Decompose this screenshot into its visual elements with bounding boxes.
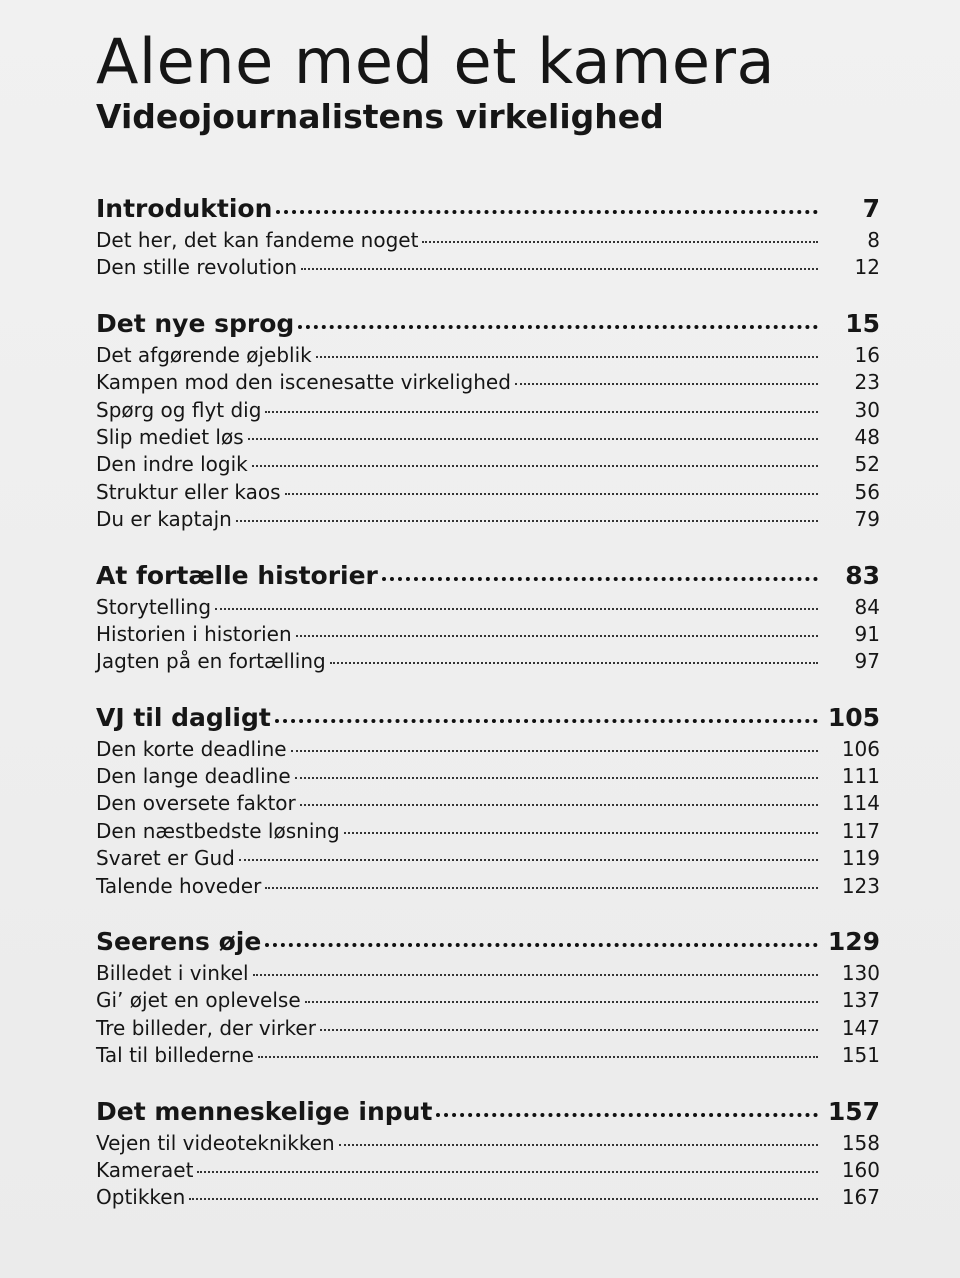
toc-entry xyxy=(96,480,880,507)
toc-entry xyxy=(96,1158,880,1185)
toc-entry-page: 130 xyxy=(841,961,880,986)
toc-entry-title: Du er kaptajn xyxy=(96,507,232,532)
toc-entry-page: 151 xyxy=(841,1043,880,1068)
toc-entry xyxy=(96,370,880,397)
toc-chapter xyxy=(96,561,880,595)
toc-entry xyxy=(96,874,880,901)
toc-chapter-title: Seerens øje xyxy=(96,927,262,957)
toc-chapter xyxy=(96,703,880,737)
dot-leader xyxy=(285,493,818,495)
toc-section xyxy=(96,309,880,535)
dot-leader xyxy=(296,635,818,637)
toc-section xyxy=(96,1097,880,1213)
toc-entry xyxy=(96,1131,880,1158)
toc-entry-page: 48 xyxy=(854,424,880,449)
toc-entry-page: 158 xyxy=(841,1130,880,1155)
toc-entry-page: 160 xyxy=(841,1157,880,1182)
toc-entry-title: Optikken xyxy=(96,1185,186,1210)
toc-entry-title: Kameraet xyxy=(96,1157,194,1182)
dot-leader xyxy=(236,520,818,522)
toc-chapter-title: Introduktion xyxy=(96,194,273,223)
toc-entry-title: Det afgørende øjeblik xyxy=(96,342,312,367)
dot-leader xyxy=(300,804,818,806)
dot-leader xyxy=(258,1056,818,1058)
toc-entry-title: Vejen til videoteknikken xyxy=(96,1130,335,1155)
table-of-contents xyxy=(96,194,880,1239)
dot-leader xyxy=(382,577,818,581)
toc-entry-page: 123 xyxy=(841,873,880,898)
toc-entry-page: 91 xyxy=(854,621,880,646)
dot-leader xyxy=(239,859,818,861)
toc-entry-title: Spørg og flyt dig xyxy=(96,397,262,422)
toc-entry xyxy=(96,649,880,676)
toc-entry-title: Talende hoveder xyxy=(96,873,262,898)
toc-section xyxy=(96,561,880,677)
toc-entry-title: Svaret er Gud xyxy=(96,846,235,871)
toc-entry-title: Den stille revolution xyxy=(96,255,298,280)
toc-entry-title: Den indre logik xyxy=(96,452,248,477)
book-title: Alene med et kamera xyxy=(96,25,776,98)
toc-chapter xyxy=(96,309,880,343)
toc-entry-title: Kampen mod den iscenesatte virkelighed xyxy=(96,370,511,395)
toc-chapter-page: 83 xyxy=(845,560,880,590)
toc-entry-page: 167 xyxy=(841,1185,880,1210)
dot-leader xyxy=(276,210,818,214)
toc-entry-page: 56 xyxy=(854,479,880,504)
toc-chapter-title: Det nye sprog xyxy=(96,308,295,338)
toc-entry-title: Struktur eller kaos xyxy=(96,479,281,504)
toc-entry-page: 111 xyxy=(841,764,880,789)
toc-entry xyxy=(96,764,880,791)
toc-entry-page: 30 xyxy=(854,397,880,422)
toc-entry xyxy=(96,595,880,622)
toc-chapter xyxy=(96,194,880,228)
dot-leader xyxy=(298,325,818,329)
toc-entry-title: Den næstbedste løsning xyxy=(96,818,340,843)
toc-entry xyxy=(96,988,880,1015)
toc-entry-title: Tre billeder, der virker xyxy=(96,1015,316,1040)
toc-chapter-page: 15 xyxy=(845,308,880,338)
toc-chapter xyxy=(96,927,880,961)
toc-entry-page: 114 xyxy=(841,791,880,816)
toc-entry-title: Den lange deadline xyxy=(96,764,291,789)
toc-entry xyxy=(96,507,880,534)
dot-leader xyxy=(248,438,818,440)
toc-entry-title: Tal til billederne xyxy=(96,1043,254,1068)
toc-entry-page: 117 xyxy=(841,818,880,843)
toc-entry-page: 52 xyxy=(854,452,880,477)
toc-chapter-title: At fortælle historier xyxy=(96,560,378,590)
toc-section xyxy=(96,703,880,901)
toc-entry xyxy=(96,343,880,370)
toc-chapter-page: 105 xyxy=(827,702,880,732)
toc-entry-title: Slip mediet løs xyxy=(96,424,244,449)
toc-chapter-title: VJ til dagligt xyxy=(96,702,271,732)
dot-leader xyxy=(316,356,818,358)
dot-leader xyxy=(515,383,818,385)
dot-leader xyxy=(265,887,818,889)
toc-entry-page: 97 xyxy=(854,649,880,674)
toc-section xyxy=(96,927,880,1071)
book-subtitle: Videojournalistens virkelighed xyxy=(96,97,664,136)
toc-entry xyxy=(96,452,880,479)
toc-chapter-page: 157 xyxy=(827,1096,880,1126)
toc-entry-title: Det her, det kan fandeme noget xyxy=(96,228,419,252)
dot-leader xyxy=(301,268,818,270)
toc-entry-page: 147 xyxy=(841,1015,880,1040)
dot-leader xyxy=(275,719,818,723)
dot-leader xyxy=(295,777,818,779)
dot-leader xyxy=(344,832,818,834)
toc-entry xyxy=(96,737,880,764)
dot-leader xyxy=(189,1198,818,1200)
toc-entry xyxy=(96,1016,880,1043)
dot-leader xyxy=(291,750,818,752)
toc-entry-page: 16 xyxy=(854,342,880,367)
toc-chapter-page: 7 xyxy=(862,194,880,223)
toc-entry-page: 12 xyxy=(854,255,880,280)
toc-chapter-page: 129 xyxy=(827,927,880,957)
toc-entry-page: 119 xyxy=(841,846,880,871)
toc-entry xyxy=(96,425,880,452)
toc-section xyxy=(96,194,880,283)
toc-chapter xyxy=(96,1097,880,1131)
toc-chapter-title: Det menneskelige input xyxy=(96,1096,433,1126)
dot-leader xyxy=(320,1029,818,1031)
dot-leader xyxy=(330,662,818,664)
dot-leader xyxy=(305,1001,818,1003)
toc-entry xyxy=(96,1043,880,1070)
toc-entry xyxy=(96,255,880,282)
dot-leader xyxy=(252,465,818,467)
toc-entry xyxy=(96,846,880,873)
toc-entry-title: Jagten på en fortælling xyxy=(96,649,326,674)
toc-entry-page: 106 xyxy=(841,736,880,761)
toc-entry xyxy=(96,1185,880,1212)
toc-entry xyxy=(96,398,880,425)
toc-entry-title: Den oversete faktor xyxy=(96,791,296,816)
toc-entry-title: Historien i historien xyxy=(96,621,292,646)
toc-entry-page: 137 xyxy=(841,988,880,1013)
dot-leader xyxy=(339,1144,818,1146)
dot-leader xyxy=(215,608,818,610)
toc-entry xyxy=(96,961,880,988)
dot-leader xyxy=(253,974,818,976)
toc-entry-title: Storytelling xyxy=(96,594,212,619)
toc-entry-title: Billedet i vinkel xyxy=(96,961,249,986)
toc-entry-title: Den korte deadline xyxy=(96,736,287,761)
toc-entry-page: 23 xyxy=(854,370,880,395)
toc-entry-page: 79 xyxy=(854,507,880,532)
toc-entry xyxy=(96,622,880,649)
toc-entry-page: 84 xyxy=(854,594,880,619)
toc-entry-title: Gi’ øjet en oplevelse xyxy=(96,988,301,1013)
toc-entry-page: 8 xyxy=(867,228,880,252)
toc-entry xyxy=(96,791,880,818)
dot-leader xyxy=(265,411,818,413)
dot-leader xyxy=(265,943,818,947)
toc-entry xyxy=(96,228,880,255)
dot-leader xyxy=(436,1113,818,1117)
dot-leader xyxy=(422,241,818,243)
toc-entry xyxy=(96,819,880,846)
dot-leader xyxy=(197,1171,818,1173)
